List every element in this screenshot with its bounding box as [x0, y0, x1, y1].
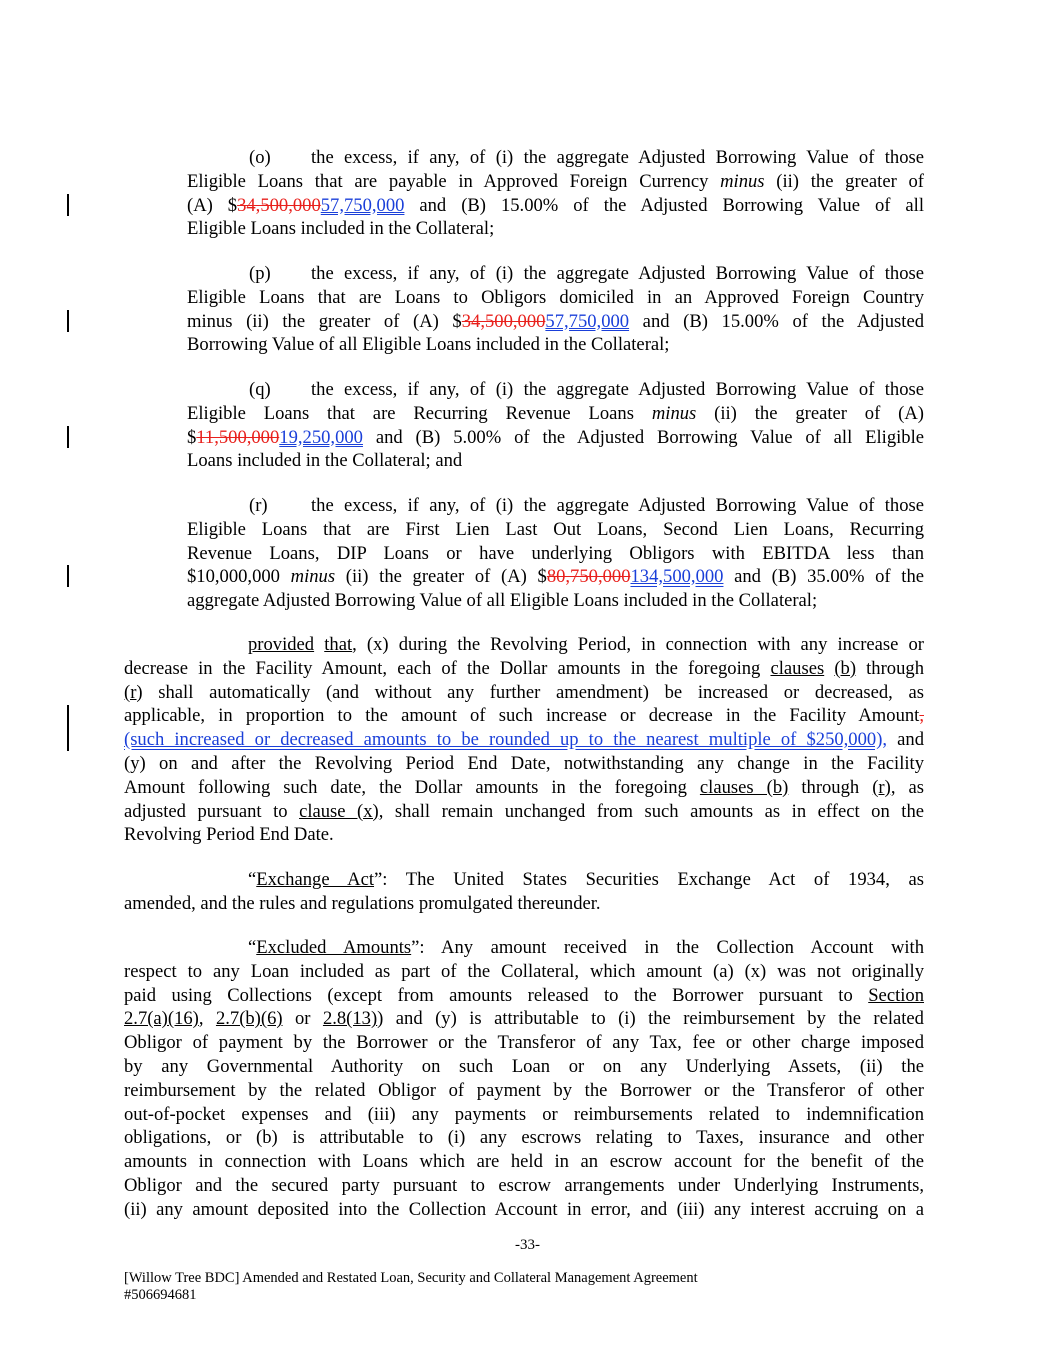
clause-label: (q) [249, 379, 271, 400]
clause-text: the excess, if any, of (i) the aggregate Adjusted Borrowing Value of those [311, 379, 924, 400]
space [824, 658, 834, 679]
clause-line [187, 194, 924, 218]
section-reference: 2.7(a)(16) [124, 1008, 199, 1030]
proviso-paragraph [124, 633, 924, 847]
section-reference: Section [868, 984, 924, 1006]
section-reference: 2.7(b)(6) [215, 1008, 283, 1030]
clause-text: the excess, if any, of (i) the aggregate Adjusted Borrowing Value of those [311, 495, 924, 516]
clause-line [187, 333, 924, 357]
italic-term: minus [290, 566, 336, 588]
proviso-text: through [856, 657, 924, 679]
proviso-text: , as [890, 776, 924, 798]
clause-text: (ii) the greater of (A) [696, 402, 924, 424]
definition-text: paid using Collections (except from amounts released to the Borrower pursuant to [124, 984, 869, 1006]
inserted-amount: 134,500,000 [630, 566, 724, 588]
definition-text: obligations, or (b) is attributable to (i) any escrows relating to Taxes, insurance and other [124, 1127, 924, 1149]
deleted-amount: 34,500,000 [461, 310, 546, 332]
proviso-text: shall automatically (and without any further amendment) be increased or decreased, as [142, 681, 924, 703]
clause-line [187, 170, 924, 194]
proviso-text: adjusted pursuant to [124, 800, 300, 822]
proviso-text: through [788, 776, 873, 798]
underlined-term: provided [248, 634, 315, 655]
definition-text: out-of-pocket expenses and (iii) any payments or reimbursements related to indemnification [124, 1103, 924, 1125]
proviso-text: (y) on and after the Revolving Period End Date, notwithstanding any change in the Facility [124, 752, 924, 774]
inserted-amount: 57,750,000 [545, 310, 630, 332]
proviso-line [124, 728, 924, 752]
section-reference: 2.8(13) [322, 1008, 378, 1030]
proviso-text: , shall remain unchanged from such amounts as in effect on the [378, 800, 924, 822]
definition-line [124, 868, 924, 892]
clause-label: (p) [249, 263, 271, 284]
change-bar [67, 194, 69, 216]
clause-text: and (B) 15.00% of the Adjusted Borrowing Value of all [404, 194, 924, 216]
clause-p [187, 262, 924, 357]
clause-text: (ii) the greater of (A) $ [335, 566, 547, 588]
clause-reference: clauses (b) [699, 776, 789, 798]
change-bar [67, 426, 69, 448]
clause-text: and (B) 5.00% of the Adjusted Borrowing Value of all Eligible [362, 426, 924, 448]
clause-label: (o) [249, 147, 271, 168]
definition-text: ”: Any amount received in the Collection Account with [411, 937, 925, 958]
definition-text: ) and (y) is attributable to (i) the reimbursement by the related [377, 1008, 924, 1030]
clause-line [187, 378, 924, 402]
definition-line [124, 1103, 924, 1127]
italic-term: minus [720, 170, 765, 192]
clause-reference: clause (x) [299, 800, 379, 822]
definition-text: (ii) any amount deposited into the Collection Account in error, and (iii) any interest accruing on a [124, 1198, 924, 1220]
definition-line [124, 984, 924, 1008]
deleted-amount: 11,500,000 [196, 426, 280, 448]
footer-doc-id: #506694681 [124, 1287, 197, 1303]
deleted-text: , [919, 705, 924, 727]
definition-text: or [282, 1008, 323, 1030]
clause-text: the excess, if any, of (i) the aggregate Adjusted Borrowing Value of those [311, 263, 924, 284]
definition-line [124, 960, 924, 984]
clause-line [187, 402, 924, 426]
proviso-line [124, 776, 924, 800]
clause-line [187, 286, 924, 310]
clause-line [187, 542, 924, 566]
definition-line [124, 1079, 924, 1103]
proviso-text: decrease in the Facility Amount, each of the Dollar amounts in the foregoing [124, 657, 771, 679]
definition-line [124, 1031, 924, 1055]
proviso-line [124, 823, 924, 847]
definition-text: amended, and the rules and regulations promulgated thereunder. [124, 892, 601, 914]
clause-line [187, 494, 924, 518]
proviso-line [124, 657, 924, 681]
clause-text: and (B) 15.00% of the Adjusted [629, 310, 924, 332]
definition-line [124, 1198, 924, 1222]
quote-mark: “ [248, 937, 257, 958]
inserted-text: (such increased or decreased amounts to be rounded up to the nearest multiple of $250,000), [124, 729, 888, 751]
clause-reference: clauses [770, 657, 825, 679]
deleted-amount: 80,750,000 [546, 566, 631, 588]
italic-term: minus [651, 402, 697, 424]
proviso-text: applicable, in proportion to the amount of such increase or decrease in the Facility Amount [124, 705, 920, 727]
quote-mark: “ [248, 869, 257, 890]
clause-label: (r) [249, 495, 268, 516]
clause-text: Eligible Loans that are First Lien Last Out Loans, Second Lien Loans, Recurring [187, 518, 924, 540]
clause-r [187, 494, 924, 613]
clause-line [187, 262, 924, 286]
definition-line [124, 1174, 924, 1198]
clause-text: $10,000,000 [187, 566, 291, 588]
proviso-text: Revolving Period End Date. [124, 824, 334, 846]
proviso-text: , (x) during the Revolving Period, in connection with any increase or [352, 634, 924, 655]
clause-reference: (r) [124, 681, 143, 703]
clause-reference: (b) [834, 657, 857, 679]
clause-o [187, 146, 924, 241]
proviso-line [124, 752, 924, 776]
clause-text: Revenue Loans, DIP Loans or have underlying Obligors with EBITDA less than [187, 542, 924, 564]
clause-line [187, 518, 924, 542]
clause-text: Eligible Loans included in the Collateral; [187, 218, 495, 240]
definition-text: , [198, 1008, 216, 1030]
clause-text: Eligible Loans that are Loans to Obligors domiciled in an Approved Foreign Country [187, 286, 924, 308]
proviso-line [124, 800, 924, 824]
clause-text: Eligible Loans that are Recurring Revenue Loans [187, 402, 652, 424]
clause-text: and (B) 35.00% of the [723, 566, 925, 588]
change-bar [67, 310, 69, 332]
definition-line [124, 1150, 924, 1174]
clause-text: (ii) the greater of [764, 170, 924, 192]
clause-line [187, 565, 924, 589]
clause-line [187, 426, 924, 450]
document-footer [124, 1270, 698, 1304]
deleted-amount: 34,500,000 [237, 194, 321, 216]
definition-text: by any Governmental Authority on such Loan or on any Underlying Assets, (ii) the [124, 1055, 924, 1077]
definition-excluded-amounts [124, 936, 924, 1222]
clause-line [187, 217, 924, 241]
definition-line [124, 1055, 924, 1079]
underlined-term: that [324, 634, 353, 655]
proviso-line [124, 681, 924, 705]
definition-line [124, 1126, 924, 1150]
inserted-amount: 19,250,000 [279, 426, 363, 448]
inserted-amount: 57,750,000 [320, 194, 405, 216]
clause-q [187, 378, 924, 473]
change-bar [67, 565, 69, 587]
clause-text: minus (ii) the greater of (A) $ [187, 310, 462, 332]
definition-text: reimbursement by the related Obligor of payment by the Borrower or the Transferor of other [124, 1079, 924, 1101]
page-number: -33- [515, 1237, 540, 1253]
definition-text: Obligor of payment by the Borrower or the Transferor of any Tax, fee or other charge imposed [124, 1032, 924, 1054]
proviso-line [124, 704, 924, 728]
clause-line [187, 146, 924, 170]
definition-text: Obligor and the secured party pursuant to escrow arrangements under Underlying Instruments, [124, 1174, 924, 1196]
clause-reference: (r) [872, 776, 891, 798]
space [314, 634, 324, 655]
defined-term: Exchange Act [256, 869, 375, 890]
clause-text: (A) $ [187, 194, 238, 216]
proviso-line [124, 633, 924, 657]
clause-line [187, 310, 924, 334]
proviso-text: and [887, 729, 924, 751]
defined-term: Excluded Amounts [256, 937, 412, 958]
proviso-text: Amount following such date, the Dollar amounts in the foregoing [124, 776, 700, 798]
footer-title: [Willow Tree BDC] Amended and Restated Loan, Security and Collateral Management Agreement [124, 1270, 698, 1286]
clause-text: aggregate Adjusted Borrowing Value of all Eligible Loans included in the Collateral; [187, 590, 818, 612]
definition-text: amounts in connection with Loans which are held in an escrow account for the benefit of the [124, 1151, 924, 1173]
definition-line [124, 1007, 924, 1031]
definition-line [124, 936, 924, 960]
clause-text: Eligible Loans that are payable in Approved Foreign Currency [187, 170, 721, 192]
definition-exchange-act [124, 868, 924, 916]
clause-text: $ [187, 426, 197, 448]
definition-line [124, 892, 924, 916]
clause-line [187, 449, 924, 473]
change-bar [67, 705, 69, 751]
clause-text: Borrowing Value of all Eligible Loans included in the Collateral; [187, 334, 670, 356]
clause-text: Loans included in the Collateral; and [187, 450, 463, 472]
definition-text: ”: The United States Securities Exchange Act of 1934, as [374, 869, 924, 890]
definition-text: respect to any Loan included as part of the Collateral, which amount (a) (x) was not originally [124, 960, 924, 982]
clause-line [187, 589, 924, 613]
clause-text: the excess, if any, of (i) the aggregate Adjusted Borrowing Value of those [311, 147, 924, 168]
